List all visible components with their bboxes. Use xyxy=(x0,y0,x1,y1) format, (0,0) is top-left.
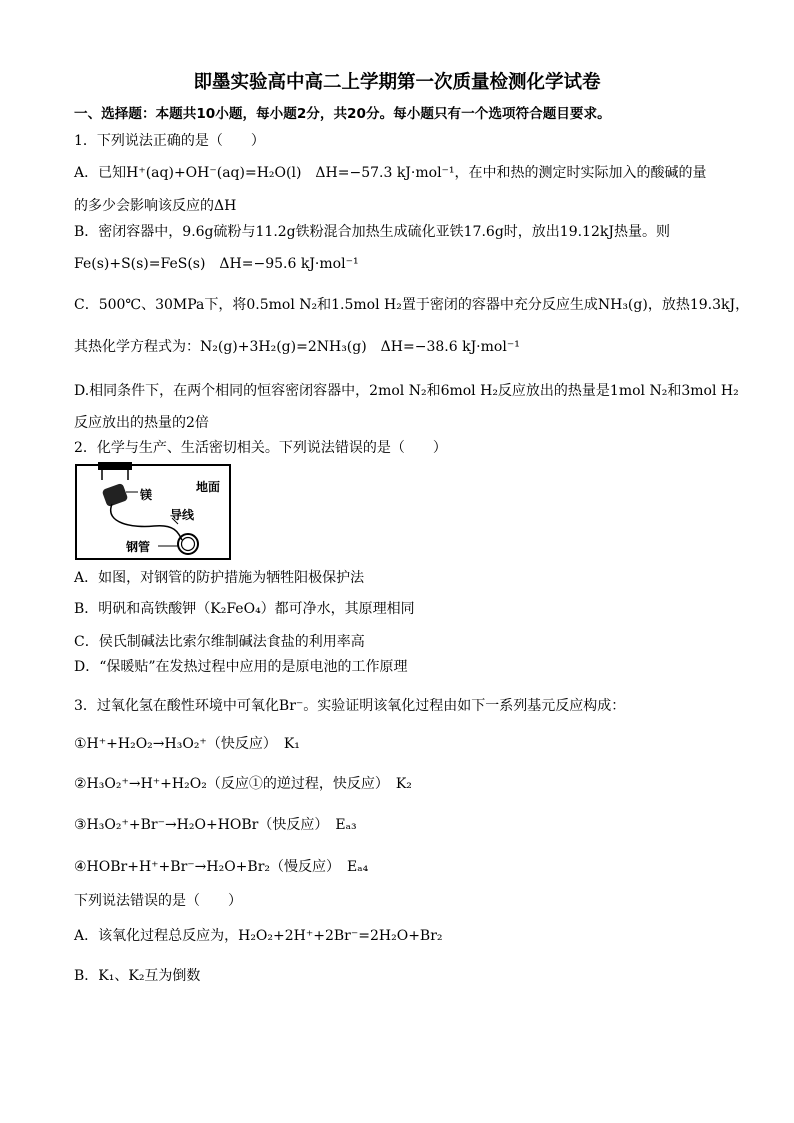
q1-stem: 1．下列说法正确的是（ ） xyxy=(74,133,265,149)
q3-ask: 下列说法错误的是（ ） xyxy=(74,893,242,909)
q3-option-a: A．该氧化过程总反应为，H₂O₂+2H⁺+2Br⁻=2H₂O+Br₂ xyxy=(74,928,443,944)
q1-option-a-cont: 的多少会影响该反应的ΔH xyxy=(74,198,237,214)
exam-title: 即墨实验高中高二上学期第一次质量检测化学试卷 xyxy=(193,72,601,93)
section-heading: 一、选择题：本题共10小题，每小题2分，共20分。每小题只有一个选项符合题目要求。 xyxy=(74,106,611,122)
q1-option-a: A．已知H⁺(aq)+OH⁻(aq)=H₂O(l) ΔH=−57.3 kJ·mol⁻¹，在中和热的测定时实际加入的酸碱的量 xyxy=(74,165,707,181)
q3-reaction-3: ③H₃O₂⁺+Br⁻→H₂O+HOBr（快反应） Eₐ₃ xyxy=(74,817,357,833)
magnesium-cap xyxy=(98,462,132,470)
q2-option-a: A．如图，对钢管的防护措施为牺牲阳极保护法 xyxy=(74,570,365,586)
q2-option-d: D．“保暖贴”在发热过程中应用的是原电池的工作原理 xyxy=(74,659,408,675)
q3-reaction-4: ④HOBr+H⁺+Br⁻→H₂O+Br₂（慢反应） Eₐ₄ xyxy=(74,859,369,875)
q1-option-c: C．500℃、30MPa下，将0.5mol N₂和1.5mol H₂置于密闭的容器中充分反应生成NH₃(g)，放热19.3kJ， xyxy=(74,297,750,313)
q1-option-d: D.相同条件下，在两个相同的恒容密闭容器中，2mol N₂和6mol H₂反应放出的热量是1mol N₂和3mol H₂ xyxy=(74,383,739,399)
fig-label-mg: 镁 xyxy=(140,488,153,502)
q3-option-b: B．K₁、K₂互为倒数 xyxy=(74,968,201,984)
q1-option-d-cont: 反应放出的热量的2倍 xyxy=(74,415,209,431)
fig-label-ground: 地面 xyxy=(196,480,221,494)
corrosion-figure xyxy=(74,462,234,566)
q3-stem: 3．过氧化氢在酸性环境中可氧化Br⁻。实验证明该氧化过程由如下一系列基元反应构成： xyxy=(74,698,626,714)
q3-reaction-2: ②H₃O₂⁺→H⁺+H₂O₂（反应①的逆过程，快反应） K₂ xyxy=(74,776,412,792)
q1-option-c-cont: 其热化学方程式为：N₂(g)+3H₂(g)=2NH₃(g) ΔH=−38.6 kJ·mol⁻¹ xyxy=(74,339,520,355)
q1-option-b: B．密闭容器中，9.6g硫粉与11.2g铁粉混合加热生成硫化亚铁17.6g时，放出19.12kJ热量。则 xyxy=(74,224,670,240)
q2-option-c: C．侯氏制碱法比索尔维制碱法食盐的利用率高 xyxy=(74,634,365,650)
q3-reaction-1: ①H⁺+H₂O₂→H₃O₂⁺（快反应） K₁ xyxy=(74,736,300,752)
q2-stem: 2．化学与生产、生活密切相关。下列说法错误的是（ ） xyxy=(74,440,447,456)
q2-option-b: B．明矾和高铁酸钾（K₂FeO₄）都可净水，其原理相同 xyxy=(74,601,415,617)
fig-label-wire: 导线 xyxy=(170,508,195,522)
corrosion-diagram xyxy=(74,462,234,562)
fig-label-pipe: 钢管 xyxy=(126,540,151,554)
q1-option-b-cont: Fe(s)+S(s)=FeS(s) ΔH=−95.6 kJ·mol⁻¹ xyxy=(74,256,359,272)
